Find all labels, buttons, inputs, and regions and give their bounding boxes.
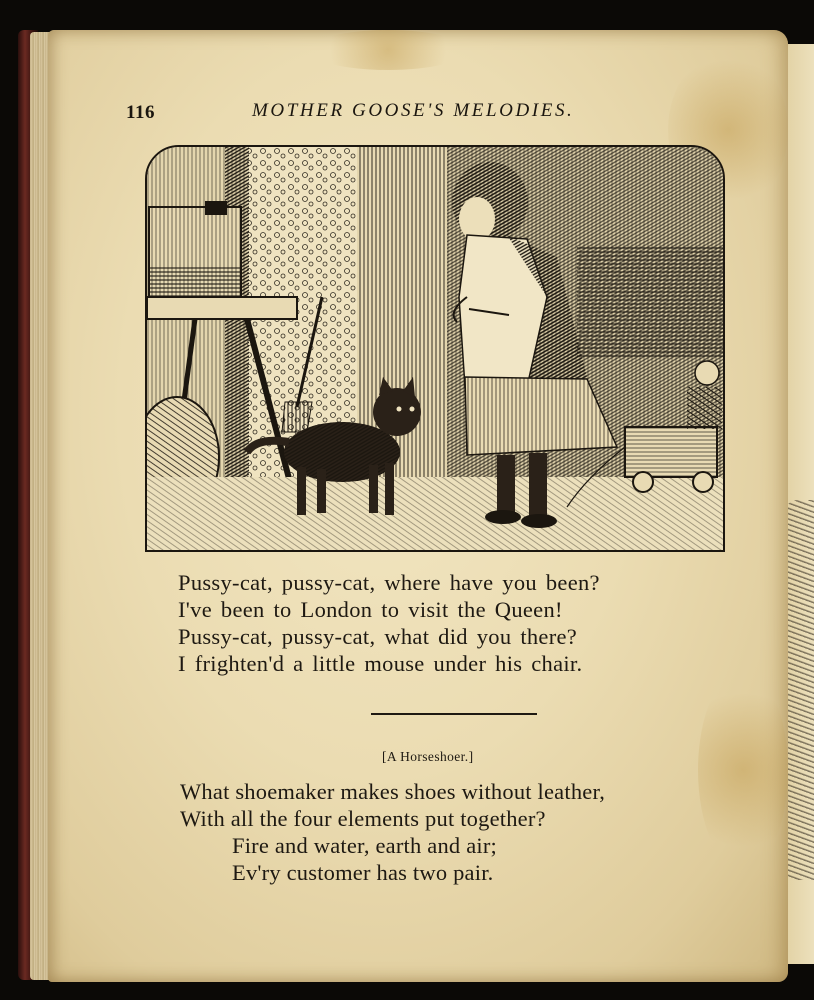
engraving-girl-and-cat xyxy=(145,145,725,552)
engraving-artwork xyxy=(147,147,723,550)
paper-stain xyxy=(308,30,468,70)
poem-line: Pussy-cat, pussy-cat, what did you there? xyxy=(178,624,578,649)
poem-pussycat xyxy=(178,569,600,677)
riddle-horseshoer xyxy=(180,778,605,886)
riddle-caption: [A Horseshoer.] xyxy=(382,749,474,764)
poem-line: Pussy-cat, pussy-cat, where have you been? xyxy=(178,570,600,595)
running-title: MOTHER GOOSE'S MELODIES. xyxy=(252,100,575,121)
poem-line: I've been to London to visit the Queen! xyxy=(178,597,563,622)
facing-page-engraving xyxy=(784,500,814,880)
poem-line: I frighten'd a little mouse under his chair. xyxy=(178,651,583,676)
riddle-line: Fire and water, earth and air; xyxy=(232,833,497,858)
page-number: 116 xyxy=(126,102,155,123)
section-divider xyxy=(371,713,537,715)
riddle-line: What shoemaker makes shoes without leather, xyxy=(180,779,606,804)
riddle-line: Ev'ry customer has two pair. xyxy=(232,860,494,885)
paper-stain xyxy=(698,670,788,870)
riddle-line: With all the four elements put together? xyxy=(180,806,546,831)
